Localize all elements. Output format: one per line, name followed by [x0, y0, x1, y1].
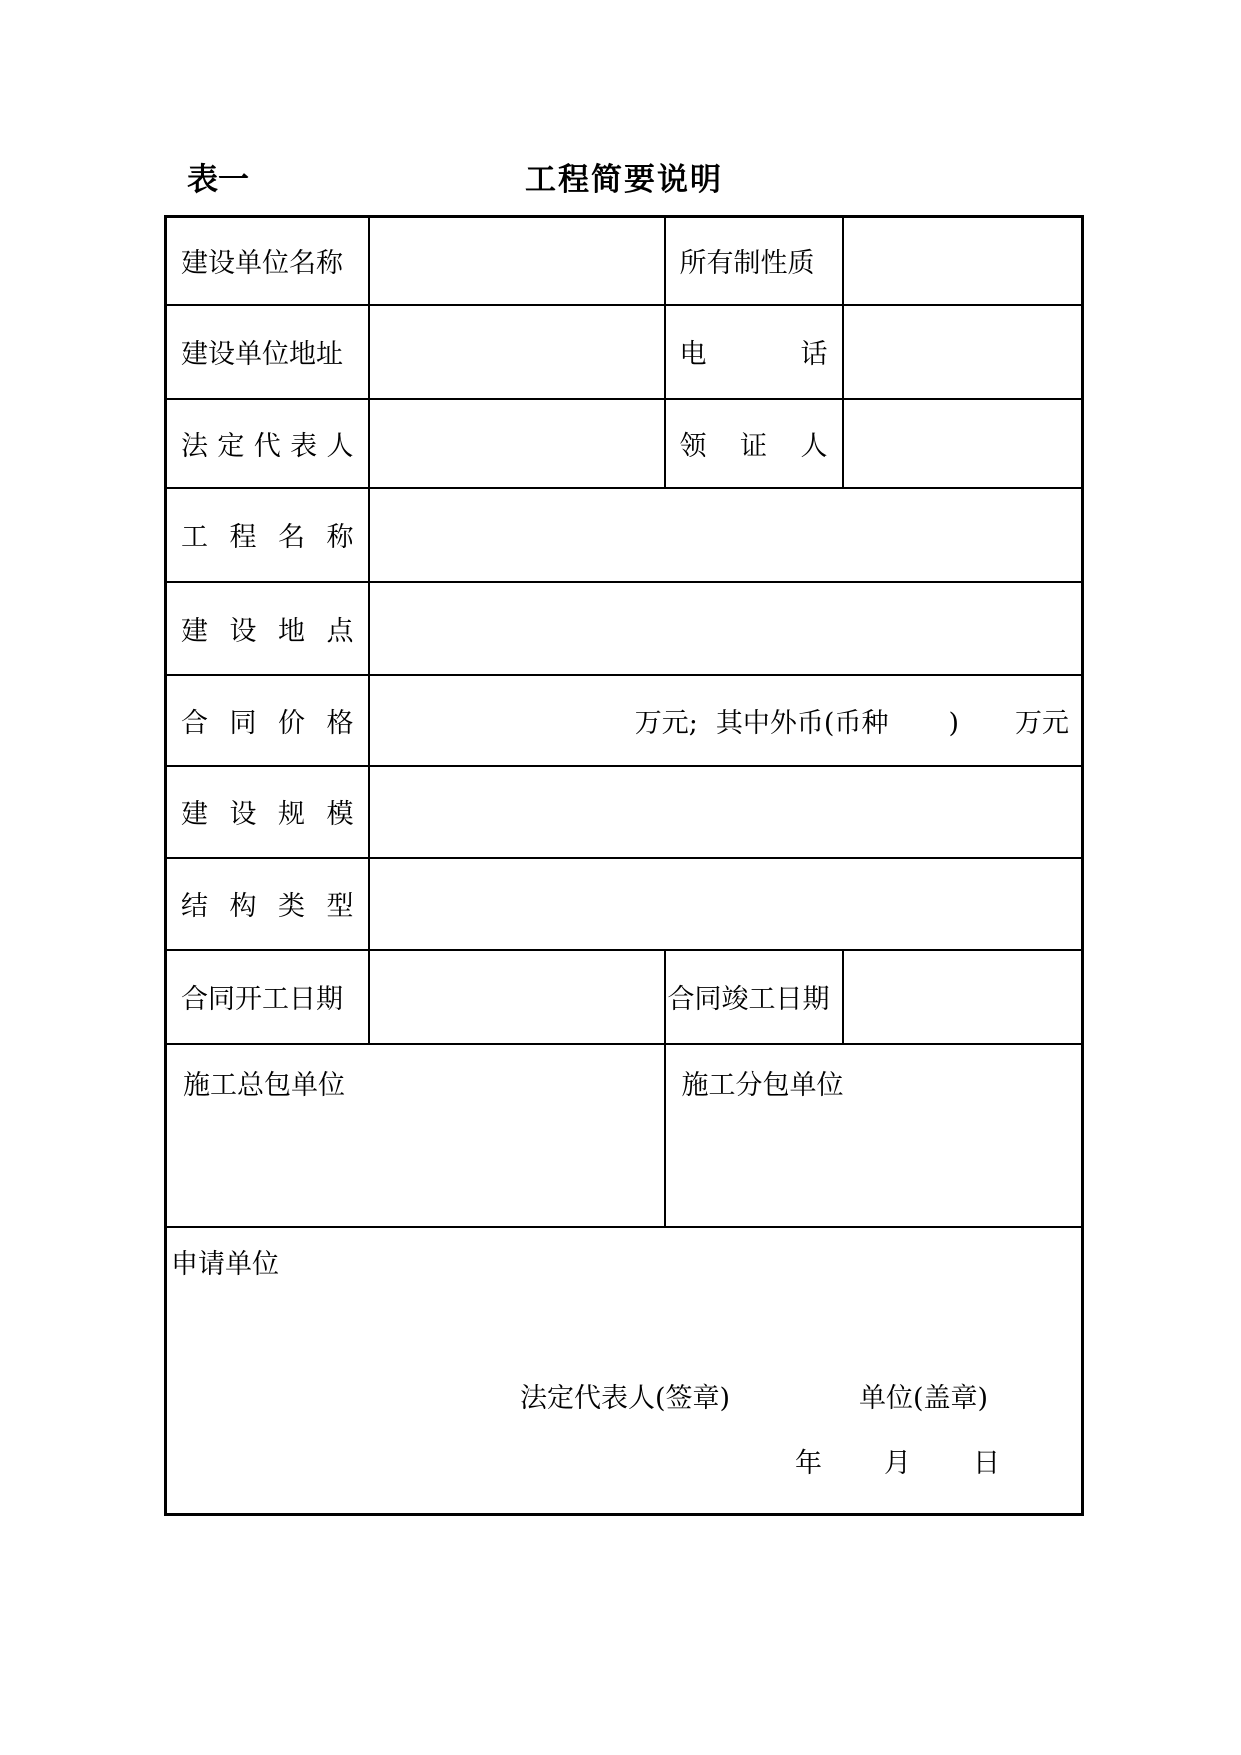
label-char: 点 — [326, 615, 354, 647]
label-general-contractor: 施工总包单位 — [183, 1069, 345, 1101]
field-end-date[interactable] — [843, 950, 1083, 1044]
label-char: 同 — [229, 707, 257, 739]
label-char: 人 — [800, 430, 828, 462]
currency-close: ) — [948, 707, 959, 739]
label-char: 结 — [181, 891, 208, 922]
field-ownership[interactable] — [843, 217, 1083, 305]
label-structure — [166, 858, 369, 950]
label-char: 领 — [679, 430, 707, 462]
label-site — [166, 582, 369, 675]
table-number: 表一 — [187, 162, 249, 198]
label-char: 人 — [326, 430, 354, 462]
label-unit-address: 建设单位地址 — [166, 305, 369, 399]
label-char: 建 — [181, 615, 208, 647]
label-char: 合 — [181, 707, 208, 739]
label-char: 类 — [278, 891, 305, 922]
label-char: 规 — [278, 799, 305, 830]
field-scale[interactable] — [369, 766, 1083, 858]
unit-seal: 单位(盖章) — [859, 1382, 989, 1414]
label-char: 电 — [679, 339, 707, 370]
label-legal-rep — [166, 399, 369, 488]
label-start-date: 合同开工日期 — [166, 950, 369, 1044]
label-ownership: 所有制性质 — [665, 217, 843, 305]
date-day: 日 — [973, 1447, 1000, 1479]
field-start-date[interactable] — [369, 950, 665, 1044]
label-subcontractor: 施工分包单位 — [681, 1069, 844, 1101]
field-unit-name[interactable] — [369, 217, 665, 305]
date-year: 年 — [795, 1447, 822, 1479]
label-char: 模 — [326, 799, 354, 830]
field-contract-price[interactable] — [369, 675, 1083, 766]
page-title: 工程简要说明 — [525, 162, 723, 198]
label-char: 构 — [229, 891, 257, 922]
price-unit: 万元; — [634, 707, 698, 739]
field-general-contractor[interactable] — [166, 1044, 665, 1227]
foreign-currency-label: 其中外币(币种 — [715, 707, 889, 739]
label-phone — [665, 305, 843, 399]
label-char: 名 — [278, 522, 305, 553]
legal-rep-signature: 法定代表人(签章) — [520, 1382, 731, 1414]
field-project-name[interactable] — [369, 488, 1083, 582]
label-applicant: 申请单位 — [171, 1248, 279, 1280]
label-char: 表 — [290, 430, 318, 462]
label-char: 设 — [229, 799, 257, 830]
applicant-section[interactable] — [166, 1227, 1083, 1515]
label-char: 程 — [229, 522, 257, 553]
field-subcontractor[interactable] — [665, 1044, 1083, 1227]
label-char: 称 — [326, 522, 354, 553]
label-project-name — [166, 488, 369, 582]
label-contract-price — [166, 675, 369, 766]
label-char: 定 — [217, 430, 245, 462]
date-month: 月 — [884, 1447, 911, 1479]
field-phone[interactable] — [843, 305, 1083, 399]
field-site[interactable] — [369, 582, 1083, 675]
label-char: 格 — [326, 707, 354, 739]
field-licensee[interactable] — [843, 399, 1083, 488]
field-structure[interactable] — [369, 858, 1083, 950]
signature-date — [795, 1441, 1000, 1480]
label-char: 法 — [181, 430, 208, 462]
label-char: 工 — [181, 522, 208, 553]
field-unit-address[interactable] — [369, 305, 665, 399]
field-legal-rep[interactable] — [369, 399, 665, 488]
project-summary-form — [164, 215, 1084, 1516]
label-char: 建 — [181, 799, 208, 830]
label-end-date: 合同竣工日期 — [665, 950, 843, 1044]
label-unit-name: 建设单位名称 — [166, 217, 369, 305]
label-char: 设 — [229, 615, 257, 647]
label-char: 地 — [278, 615, 305, 647]
label-licensee — [665, 399, 843, 488]
label-char: 话 — [800, 339, 828, 370]
label-char: 价 — [278, 707, 305, 739]
label-char: 代 — [253, 430, 281, 462]
label-char: 型 — [326, 891, 354, 922]
foreign-price-unit: 万元 — [1015, 707, 1069, 739]
label-scale — [166, 766, 369, 858]
label-char: 证 — [740, 430, 767, 462]
